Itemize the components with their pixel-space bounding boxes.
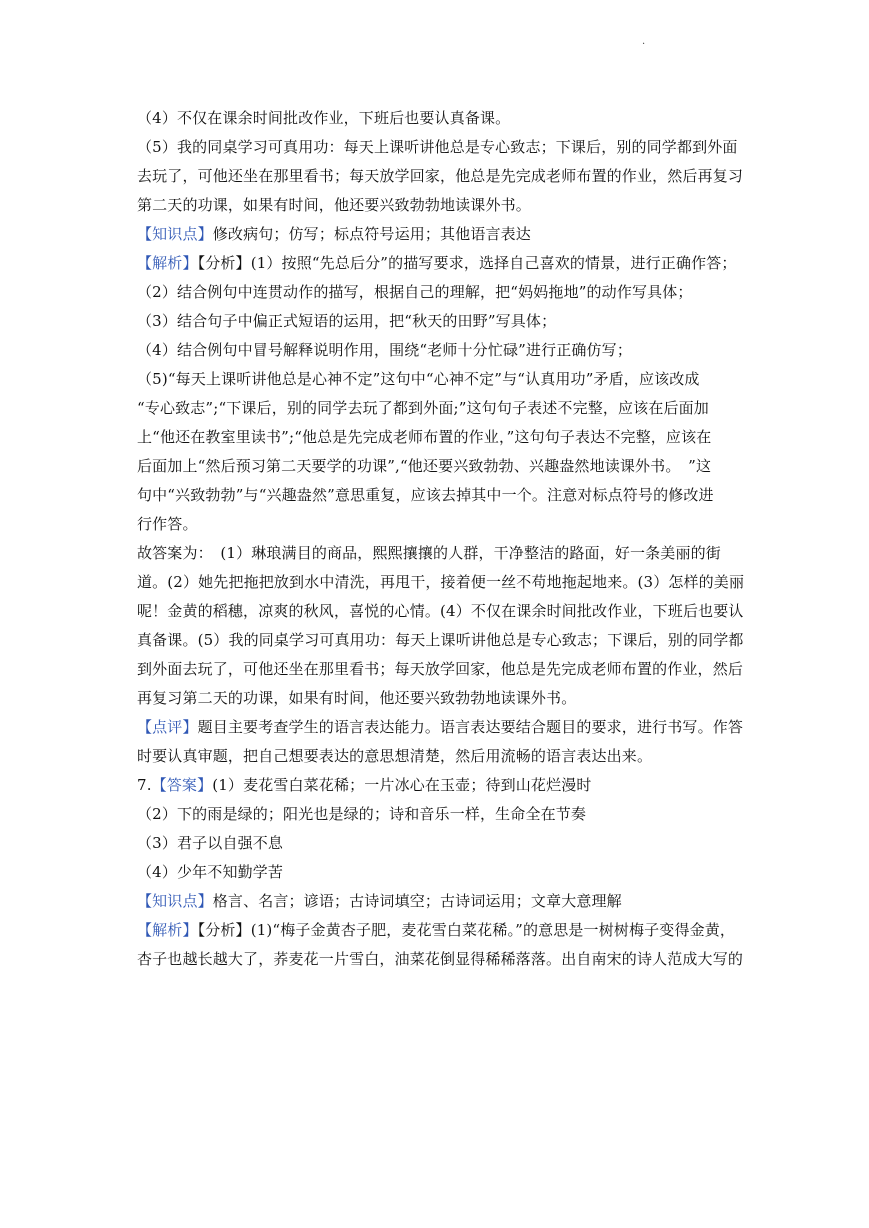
text-line: 时要认真审题，把自己想要表达的意思想清楚，然后用流畅的语言表达出来。 xyxy=(137,747,653,765)
analysis-line: 【解析】【分析】(1)“梅子金黄杏子肥，麦花雪白菜花稀。”的意思是一树树梅子变得金黄， xyxy=(137,921,736,939)
text-line: （4）结合例句中冒号解释说明作用，围绕“老师十分忙碌”进行正确仿写； xyxy=(137,341,632,359)
text-line: 杏子也越长越大了，荞麦花一片雪白，油菜花倒显得稀稀落落。出自南宋的诗人范成大写的 xyxy=(137,950,744,968)
comment-line: 【点评】题目主要考查学生的语言表达能力。语言表达要结合题目的要求，进行书写。作答 xyxy=(137,718,744,736)
answer-line: 7.【答案】(1）麦花雪白菜花稀；一片冰心在玉壶；待到山花烂漫时 xyxy=(137,776,592,794)
text-line: （5)“每天上课听讲他总是心神不定”这句中“心神不定”与“认真用功”矛盾，应该改成 xyxy=(137,370,700,388)
text-line: 到外面去玩了，可他还坐在那里看书；每天放学回家，他总是先完成老师布置的作业，然后 xyxy=(137,660,744,678)
text-line: 句中“兴致勃勃”与“兴趣盎然”意思重复，应该去掉其中一个。注意对标点符号的修改进 xyxy=(137,486,714,504)
analysis-tag: 【解析】 xyxy=(137,254,198,272)
text-line: （2）下的雨是绿的；阳光也是绿的；诗和音乐一样，生命全在节奏 xyxy=(137,805,587,823)
analysis-line: 【解析】【分析】(1）按照“先总后分”的描写要求，选择自己喜欢的情景，进行正确作答； xyxy=(137,254,737,272)
text-line: 真备课。(5）我的同桌学习可真用功：每天上课听讲他总是专心致志；下课后，别的同学都 xyxy=(137,631,744,649)
knowledge-point-tag: 【知识点】 xyxy=(137,225,213,243)
comment-tag: 【点评】 xyxy=(137,718,198,736)
text-line: 呢！金黄的稻穗，凉爽的秋风，喜悦的心情。(4）不仅在课余时间批改作业，下班后也要认 xyxy=(137,602,744,620)
knowledge-point-line: 【知识点】格言、名言；谚语；古诗词填空；古诗词运用；文章大意理解 xyxy=(137,892,622,910)
text-line: 行作答。 xyxy=(137,515,198,533)
text-line: 第二天的功课，如果有时间，他还要兴致勃勃地读课外书。 xyxy=(137,196,531,214)
text-line: （4）不仅在课余时间批改作业，下班后也要认真备课。 xyxy=(137,109,511,127)
text-line: 道。(2）她先把拖把放到水中清洗，再甩干，接着便一丝不苟地拖起地来。(3）怎样的美丽 xyxy=(137,573,745,591)
knowledge-point-tag: 【知识点】 xyxy=(137,892,213,910)
answer-tag: 【答案】 xyxy=(151,776,213,794)
text-line: 上“他还在教室里读书”;“他总是先完成老师布置的作业，”这句句子表达不完整，应该在 xyxy=(137,428,712,446)
text-line: （4）少年不知勤学苦 xyxy=(137,863,284,881)
analysis-tag: 【解析】 xyxy=(137,921,198,939)
text-line: （3）君子以自强不息 xyxy=(137,834,284,852)
question-number: 7. xyxy=(137,776,152,794)
text-line: 故答案为： (1）琳琅满目的商品，熙熙攘攘的人群，干净整洁的路面，好一条美丽的街 xyxy=(137,544,721,562)
text-line: （3）结合句子中偏正式短语的运用，把“秋天的田野”写具体； xyxy=(137,312,557,330)
document-body xyxy=(137,108,745,978)
knowledge-point-line: 【知识点】修改病句；仿写；标点符号运用；其他语言表达 xyxy=(137,225,531,243)
text-line: （5）我的同桌学习可真用功：每天上课听讲他总是专心致志；下课后，别的同学都到外面 xyxy=(137,138,738,156)
text-line: 再复习第二天的功课，如果有时间，他还要兴致勃勃地读课外书。 xyxy=(137,689,577,707)
text-line: 去玩了，可他还坐在那里看书；每天放学回家，他总是先完成老师布置的作业，然后再复习 xyxy=(137,167,744,185)
text-line: “专心致志”;“下课后，别的同学去玩了都到外面;”这句句子表述不完整，应该在后面加 xyxy=(137,399,709,417)
text-line: （2）结合例句中连贯动作的描写，根据自己的理解，把“妈妈拖地”的动作写具体； xyxy=(137,283,693,301)
header-mark: . xyxy=(642,36,646,47)
text-line: 后面加上“然后预习第二天要学的功课”,“他还要兴致勃勃、兴趣盎然地读课外书。 ”这 xyxy=(137,457,712,475)
